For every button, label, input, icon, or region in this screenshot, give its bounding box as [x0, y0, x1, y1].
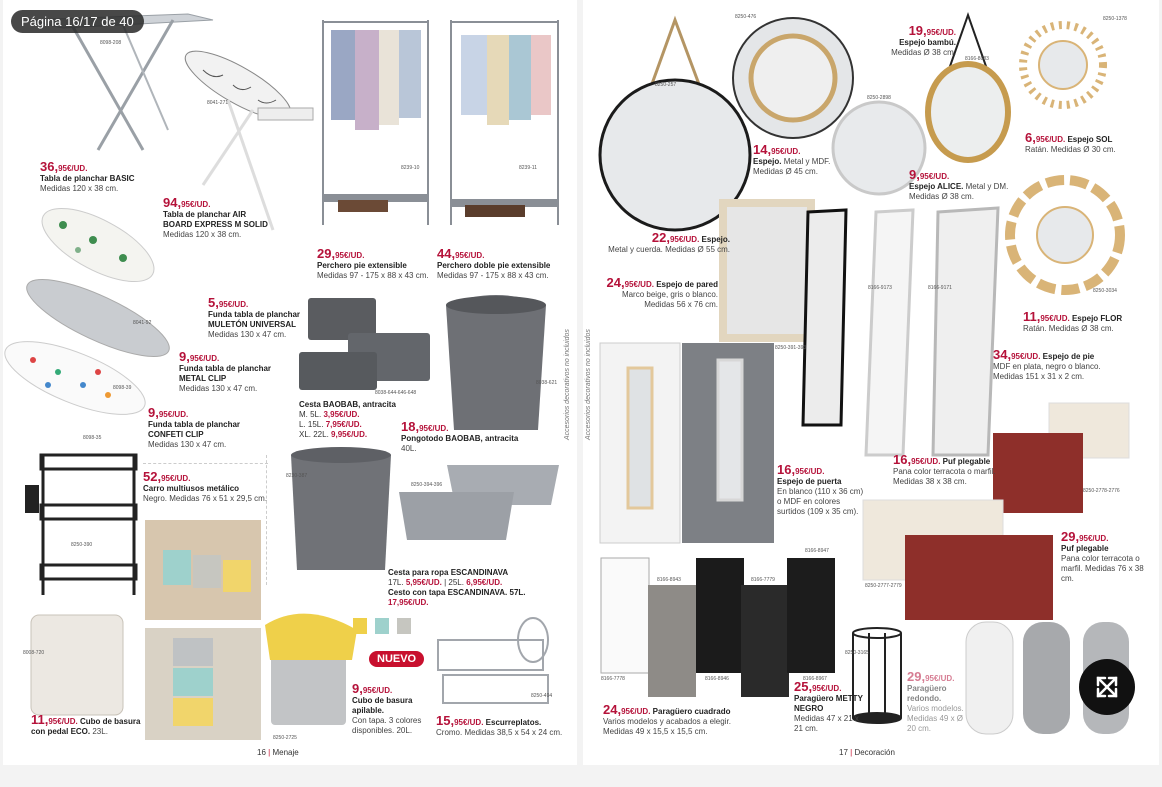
- product-funda-muleton: [208, 295, 308, 340]
- product-name: Paragüero METTY NEGRO: [794, 694, 863, 713]
- product-price: 11,: [31, 712, 49, 727]
- product-desc: Medidas 130 x 47 cm.: [208, 330, 287, 339]
- code-label: 8098-35: [83, 435, 102, 441]
- size-price: 17,95€/UD.: [388, 598, 429, 607]
- product-name: Espejo SOL: [1067, 135, 1113, 144]
- size-price: 9,95€/UD.: [331, 430, 368, 439]
- product-name: Cubo de basura con pedal ECO.: [31, 717, 141, 736]
- code-label: 8166-8947: [805, 548, 829, 554]
- side-note: Accesorios decorativos no incluidos: [585, 329, 592, 440]
- ironing-board-basic-image: [28, 14, 213, 150]
- product-price: 15,: [436, 713, 455, 728]
- product-price: 29,: [907, 669, 926, 684]
- page-footer-16: 16 | Menaje: [257, 748, 299, 757]
- code-label: 8008-720: [23, 650, 45, 656]
- size-price: 6,95€/UD.: [466, 578, 503, 587]
- product-desc: Varios modelos. Medidas 49 x Ø 20 cm.: [907, 704, 964, 733]
- product-price: 24,: [603, 702, 622, 717]
- carro-multiusos-image: [41, 455, 136, 595]
- product-price-cents: 95€/UD.: [58, 164, 88, 173]
- product-price-cents: 95€/UD.: [1079, 534, 1109, 543]
- product-tabla-basic: [40, 159, 170, 194]
- product-espejo-cuerda: [605, 230, 730, 255]
- product-price-cents: 95€/UD.: [925, 674, 955, 683]
- side-note: Accesorios decorativos no incluidos: [564, 329, 571, 440]
- product-price: 14,: [753, 142, 772, 157]
- product-desc: Metal y MDF. Medidas Ø 45 cm.: [753, 157, 831, 176]
- product-price: 29,: [317, 246, 336, 261]
- code-label: 8250-2725: [273, 735, 297, 741]
- product-desc: 40L.: [401, 444, 417, 453]
- product-price-cents: 95€/UD.: [624, 280, 654, 289]
- page17-illustrations: [583, 0, 1159, 765]
- cubo-eco-image: [31, 615, 123, 715]
- espejo-pie-blanco-image: [866, 210, 913, 455]
- product-price: 16,: [777, 462, 796, 477]
- paraguero-gris-image: [648, 585, 696, 697]
- product-name: Cesto con tapa ESCANDINAVA. 57L.: [388, 588, 526, 597]
- product-price: 18,: [401, 419, 420, 434]
- product-price: 9,: [179, 349, 190, 364]
- product-price: 22,: [651, 230, 670, 245]
- product-name: Pongotodo BAOBAB, antracita: [401, 434, 519, 443]
- product-price-cents: 95€/UD.: [926, 28, 956, 37]
- product-price: 36,: [40, 159, 59, 174]
- page-section: Menaje: [272, 748, 299, 757]
- product-desc: Metal y cuerda. Medidas Ø 55 cm.: [608, 245, 730, 254]
- product-price-cents: 95€/UD.: [362, 686, 393, 695]
- code-label: 8041-92: [133, 320, 152, 326]
- product-espejo-bambu: [876, 23, 956, 58]
- code-label: 8166-8943: [657, 577, 681, 583]
- product-price: 16,: [893, 452, 912, 467]
- product-price-cents: 95€/UD.: [621, 707, 651, 716]
- expand-icon: [1079, 659, 1135, 715]
- product-tabla-airboard: [163, 195, 273, 240]
- product-desc: Ratán. Medidas Ø 38 cm.: [1023, 324, 1114, 333]
- puf-terracota-large-image: [905, 535, 1053, 620]
- size-label: L. 15L.: [299, 420, 324, 429]
- product-desc: Medidas 130 x 47 cm.: [148, 440, 227, 449]
- product-name: Cubo de basura apilable.: [352, 696, 413, 715]
- page-number: 16: [257, 748, 266, 757]
- page-indicator: Página 16/17 de 40: [11, 10, 144, 33]
- product-name: Perchero pie extensible: [317, 261, 407, 270]
- pongotodo-baobab-image: [446, 295, 546, 430]
- product-price: 29,: [1061, 529, 1080, 544]
- product-pongotodo: [401, 419, 526, 454]
- product-puf-large: [1061, 529, 1156, 584]
- paraguero-negro-image: [696, 558, 744, 673]
- product-name: Paragüero cuadrado: [652, 707, 731, 716]
- product-price-cents: 95€/UD.: [455, 251, 485, 260]
- size-price: 3,95€/UD.: [323, 410, 360, 419]
- code-label: 8250-476: [735, 14, 757, 20]
- catalog-page-16: [3, 0, 577, 765]
- product-price: 5,: [208, 295, 219, 310]
- product-price: 94,: [163, 195, 182, 210]
- product-price: 9,: [352, 681, 363, 696]
- product-price-cents: 95€/UD.: [161, 474, 191, 483]
- product-name: Paragüero redondo.: [907, 684, 947, 703]
- code-label: 8038-644-646-648: [375, 390, 417, 396]
- code-label: 8166-9171: [928, 285, 952, 291]
- code-label: 8166-8083: [965, 56, 989, 62]
- product-name: Puf plegable: [1061, 544, 1109, 553]
- product-escurreplatos: [436, 713, 576, 738]
- page-section: Decoración: [854, 748, 895, 757]
- espejo-pared-image: [723, 203, 811, 338]
- product-desc: Medidas 120 x 38 cm.: [163, 230, 242, 239]
- product-name: Cesta BAOBAB, antracita: [299, 400, 396, 409]
- product-name: Espejo FLOR: [1071, 314, 1123, 323]
- page-footer-17: 17 | Decoración: [839, 748, 895, 757]
- product-price-cents: 95€/UD.: [919, 172, 950, 181]
- product-price: 19,: [908, 23, 927, 38]
- product-carro: [143, 469, 268, 504]
- product-name: Tabla de planchar AIR BOARD EXPRESS M SOLID: [163, 210, 268, 229]
- code-label: 8166-8946: [705, 676, 729, 682]
- size-price: 5,95€/UD.: [405, 578, 442, 587]
- product-desc: Medidas 120 x 38 cm.: [40, 184, 119, 193]
- escurreplatos-image: [438, 618, 548, 703]
- product-price-cents: 95€/UD.: [48, 717, 78, 726]
- nuevo-badge: NUEVO: [369, 651, 424, 667]
- code-label: 8239-11: [519, 165, 537, 171]
- espejo-pie-plata-image: [933, 208, 998, 455]
- code-label: 8166-8967: [803, 676, 827, 682]
- paraguero-redondo-blanco-image: [966, 622, 1013, 734]
- code-label: 8166-9173: [868, 285, 892, 291]
- product-name: Funda tabla de planchar MULETÓN UNIVERSAL: [208, 310, 301, 329]
- product-paraguero-cuadrado: [603, 702, 743, 737]
- product-cubo-apilable: [352, 681, 437, 736]
- product-funda-metalclip: [179, 349, 289, 394]
- code-label: 8250-2777-2779: [865, 583, 902, 589]
- product-price-cents: 95€/UD.: [335, 251, 365, 260]
- size-label: M. 5L.: [299, 410, 322, 419]
- product-price-cents: 95€/UD.: [1040, 314, 1070, 323]
- product-name: Cesta para ropa ESCANDINAVA: [388, 568, 509, 577]
- product-desc: Medidas 97 - 175 x 88 x 43 cm.: [437, 271, 549, 280]
- product-espejo-puerta: [777, 462, 867, 517]
- code-label: 8250-2898: [867, 95, 891, 101]
- product-espejo-flor: [1023, 309, 1148, 334]
- code-label: 8230-387: [286, 473, 308, 479]
- code-label: 8250-494: [531, 693, 553, 699]
- product-desc: Medidas Ø 38 cm.: [891, 48, 956, 57]
- paraguero-metty-image: [787, 558, 835, 673]
- product-name: Escurreplatos.: [485, 718, 542, 727]
- product-price: 52,: [143, 469, 162, 484]
- product-price-cents: 95€/UD.: [189, 354, 220, 363]
- paraguero-negro2-image: [741, 585, 789, 697]
- catalog-page-17: [583, 0, 1159, 765]
- product-price-cents: 95€/UD.: [1011, 352, 1041, 361]
- product-espejo-alice: [909, 167, 1009, 202]
- product-name: Funda tabla de planchar METAL CLIP: [179, 364, 272, 383]
- product-name: Espejo bambú.: [899, 38, 956, 47]
- separator: |: [444, 578, 447, 587]
- product-name: Espejo.: [753, 157, 782, 166]
- size-price: 7,95€/UD.: [325, 420, 362, 429]
- product-name: Espejo de puerta: [777, 477, 842, 486]
- product-price-cents: 95€/UD.: [454, 718, 484, 727]
- product-price-cents: 95€/UD.: [669, 235, 700, 244]
- paraguero-blanco-image: [601, 558, 649, 673]
- product-escandinava: [388, 568, 563, 608]
- product-price: 24,: [606, 275, 625, 290]
- product-desc: Medidas 130 x 47 cm.: [179, 384, 258, 393]
- code-label: 8250-391-393: [775, 345, 807, 351]
- product-espejo-mdf: [753, 142, 833, 177]
- product-price: 11,: [1023, 309, 1041, 324]
- product-paraguero-redondo: [907, 669, 969, 734]
- product-price: 9,: [909, 167, 920, 182]
- page-number: 17: [839, 748, 848, 757]
- code-label: 8166-7778: [601, 676, 625, 682]
- code-label: 8041-271: [207, 100, 229, 106]
- product-price-cents: 95€/UD.: [419, 424, 449, 433]
- puf-terracota-small-image: [993, 433, 1083, 513]
- product-desc: Varios modelos y acabados a elegir. Medidas 49 x 15,5 x 15,5 cm.: [603, 717, 731, 736]
- product-desc: Negro. Medidas 76 x 51 x 29,5 cm.: [143, 494, 268, 503]
- code-label: 8250-3034: [1093, 288, 1117, 294]
- product-name: Puf plegable: [942, 457, 991, 466]
- product-price: 9,: [148, 405, 159, 420]
- code-label: 8166-7779: [751, 577, 775, 583]
- product-desc: Cromo. Medidas 38,5 x 54 x 24 cm.: [436, 728, 563, 737]
- product-desc: Metal y DM. Medidas Ø 38 cm.: [909, 182, 1009, 201]
- espejo-bambu-image: [928, 64, 1008, 160]
- product-desc: Marco beige, gris o blanco. Medidas 56 x 76 cm.: [621, 290, 718, 309]
- product-price-cents: 95€/UD.: [1035, 135, 1066, 144]
- product-name: Espejo.: [701, 235, 730, 244]
- product-desc: Pana color terracota o marfil. Medidas 76 x 38 cm.: [1061, 554, 1144, 583]
- product-price: 25,: [794, 679, 813, 694]
- product-espejo-pared: [603, 275, 718, 310]
- code-label: 8239-10: [401, 165, 420, 171]
- product-name: Espejo ALICE.: [909, 182, 964, 191]
- size-label: 25L.: [448, 578, 464, 587]
- fullscreen-button[interactable]: [1079, 659, 1135, 715]
- espejo-pie-negro-image: [803, 210, 846, 425]
- product-desc: Ratán. Medidas Ø 30 cm.: [1025, 145, 1116, 154]
- code-label: 8250-257: [655, 82, 677, 88]
- code-label: 8098-39: [113, 385, 132, 391]
- product-perchero-doble: [437, 246, 567, 281]
- product-desc: MDF en plata, negro o blanco. Medidas 151 x 31 x 2 cm.: [993, 362, 1101, 381]
- code-label: 8098-208: [100, 40, 122, 46]
- product-cubo-eco: [31, 712, 141, 737]
- product-price-cents: 95€/UD.: [812, 684, 842, 693]
- product-price-cents: 95€/UD.: [218, 300, 249, 309]
- product-desc: Pana color terracota o marfil. Medidas 38 x 38 cm.: [893, 467, 996, 486]
- code-label: 8038-621: [536, 380, 558, 386]
- product-funda-confeti: [148, 405, 263, 450]
- product-perchero: [317, 246, 437, 281]
- product-espejo-sol: [1025, 130, 1150, 155]
- product-desc: Medidas 47 x 21 x 21 cm.: [794, 714, 859, 733]
- product-price-cents: 95€/UD.: [181, 200, 211, 209]
- product-desc: 23L.: [92, 727, 108, 736]
- code-label: 8250-394-396: [411, 482, 443, 488]
- product-name: Carro multiusos metálico: [143, 484, 240, 493]
- product-price-cents: 95€/UD.: [771, 147, 801, 156]
- product-puf-small: [893, 452, 998, 487]
- code-label: 8250-3165: [845, 650, 869, 656]
- product-desc: Con tapa. 3 colores disponibles. 20L.: [352, 716, 422, 735]
- product-espejo-pie: [993, 347, 1123, 382]
- product-price-cents: 95€/UD.: [911, 457, 941, 466]
- code-label: 8250-2778-2776: [1083, 488, 1120, 494]
- code-label: 8250-390: [71, 542, 93, 548]
- size-label: 17L.: [388, 578, 404, 587]
- product-price: 6,: [1025, 130, 1036, 145]
- paraguero-redondo-gris-image: [1023, 622, 1070, 734]
- page16-illustrations: [3, 0, 577, 765]
- divider: [143, 463, 268, 464]
- product-desc: Medidas 97 - 175 x 88 x 43 cm.: [317, 271, 429, 280]
- product-name: Tabla de planchar BASIC: [40, 174, 135, 183]
- product-price-cents: 95€/UD.: [795, 467, 825, 476]
- code-label: 8250-1378: [1103, 16, 1127, 22]
- product-name: Perchero doble pie extensible: [437, 261, 551, 270]
- size-label: XL. 22L.: [299, 430, 329, 439]
- product-price: 34,: [993, 347, 1012, 362]
- product-name: Espejo de pared: [656, 280, 718, 289]
- product-name: Funda tabla de planchar CONFETI CLIP: [148, 420, 241, 439]
- product-desc: En blanco (110 x 36 cm) o MDF en colores surtidos (109 x 35 cm).: [777, 487, 864, 516]
- product-price: 44,: [437, 246, 456, 261]
- product-name: Espejo de pie: [1042, 352, 1095, 361]
- product-price-cents: 95€/UD.: [158, 410, 189, 419]
- product-cesta-baobab: [299, 400, 399, 440]
